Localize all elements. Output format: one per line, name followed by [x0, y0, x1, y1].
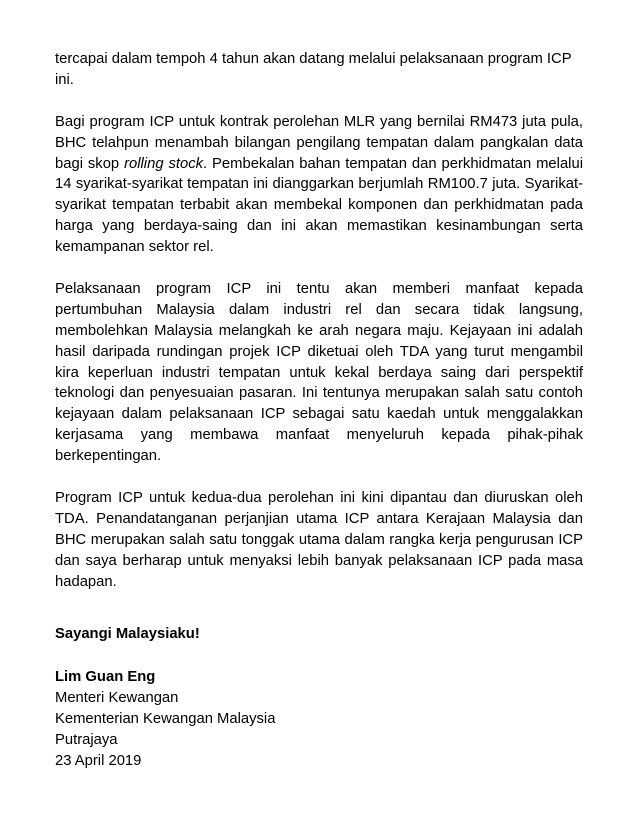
paragraph-mlr-text-start: Bagi program ICP untuk kontrak perolehan MLR yang bernilai RM473 juta pula, BHC telahpun menambah bilangan pengilang tempatan dalam pangkalan data bagi skop — [55, 113, 583, 172]
paragraph-monitoring: Program ICP untuk kedua-dua perolehan ini kini dipantau dan diuruskan oleh TDA. Penandatanganan perjanjian utama ICP antara Kerajaan Malaysia dan BHC merupakan salah satu tonggak utama dalam rangka kerja pengurusan ICP dan saya berharap untuk menyaksi lebih banyak pelaksanaan ICP pada masa hadapan. — [55, 489, 583, 590]
letter-body — [55, 49, 583, 772]
paragraph-benefits: Pelaksanaan program ICP ini tentu akan memberi manfaat kepada pertumbuhan Malaysia dalam industri rel dan secara tidak langsung, membolehkan Malaysia melangkah ke arah negara maju. Kejayaan ini adalah hasil daripada rundingan projek ICP diketuai oleh TDA yang turut mengambil kira keperluan industri tempatan untuk kekal berdaya saing dari perspektif teknologi dan penyesuaian pasaran. Ini tentunya merupakan salah satu contoh kejayaan dalam pelaksanaan ICP sebagai satu kaedah untuk menggalakkan kerjasama yang membawa manfaat menyeluruh kepada pihak-pihak berkepentingan. — [55, 280, 583, 465]
signature-block — [55, 667, 583, 772]
signatory-name: Lim Guan Eng — [55, 669, 156, 686]
paragraph-mlr-text-end: . Pembekalan bahan tempatan dan perkhidmatan melalui 14 syarikat-syarikat tempatan ini dianggarkan berjumlah RM100.7 juta. Syarikat-syarikat tempatan terbabit akan membekal komponen dan perkhidmatan pada harga yang berdaya-saing dan ini akan memastikan kesinambungan serta kemampanan sektor rel. — [55, 155, 583, 256]
signatory-title: Menteri Kewangan — [55, 690, 179, 707]
rolling-stock-term: rolling stock — [124, 155, 204, 172]
signatory-ministry: Kementerian Kewangan Malaysia — [55, 711, 276, 728]
paragraph-intro: tercapai dalam tempoh 4 tahun akan datang melalui pelaksanaan program ICP ini. — [55, 51, 572, 88]
letter-date: 23 April 2019 — [55, 753, 142, 770]
paragraph-mlr — [55, 112, 583, 258]
signatory-city: Putrajaya — [55, 732, 118, 749]
closing-salutation: Sayangi Malaysiaku! — [55, 625, 200, 642]
